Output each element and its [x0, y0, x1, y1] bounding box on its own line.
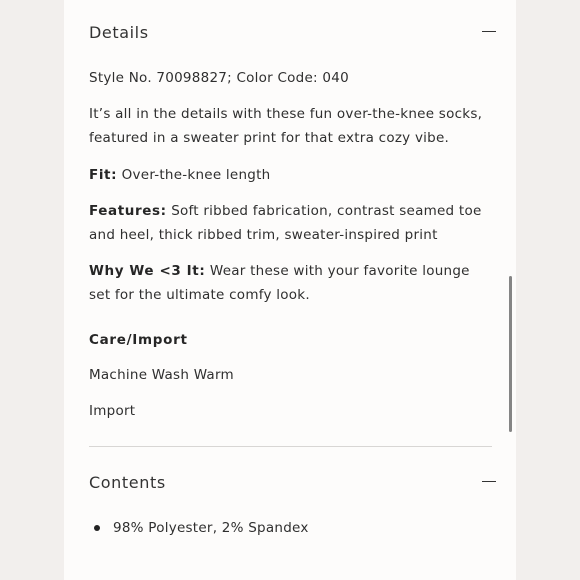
fit-label: Fit:: [89, 167, 118, 183]
minus-icon[interactable]: [482, 475, 496, 489]
style-number: Style No. 70098827; Color Code: 040: [89, 70, 349, 86]
details-section-title: Details: [89, 22, 149, 42]
product-info-panel: [64, 0, 516, 580]
features-value: Soft ribbed fabrication, contrast seamed toe and heel, thick ribbed trim, sweater-inspired print: [89, 203, 482, 243]
features-line: [89, 199, 494, 247]
product-description: It’s all in the details with these fun over-the-knee socks, featured in a sweater print for that extra cozy vibe.: [89, 106, 483, 146]
contents-section-title: Contents: [89, 472, 166, 492]
section-divider: [89, 446, 492, 447]
minus-icon[interactable]: [482, 25, 496, 39]
features-label: Features:: [89, 203, 167, 219]
bullet-icon: [94, 525, 100, 531]
care-import-heading: Care/Import: [89, 332, 188, 348]
care-import: Import: [89, 403, 136, 419]
contents-material: 98% Polyester, 2% Spandex: [113, 520, 309, 536]
care-wash-instructions: Machine Wash Warm: [89, 367, 234, 383]
contents-section-header[interactable]: [89, 467, 494, 497]
scrollbar-thumb[interactable]: [509, 276, 512, 432]
why-we-love-it-line: [89, 259, 494, 307]
list-item: [94, 520, 309, 536]
details-section-header[interactable]: [89, 17, 494, 47]
why-label: Why We <3 It:: [89, 263, 206, 279]
fit-value: Over-the-knee length: [117, 167, 271, 183]
why-value: Wear these with your favorite lounge set for the ultimate comfy look.: [89, 263, 470, 303]
fit-line: [89, 163, 494, 187]
